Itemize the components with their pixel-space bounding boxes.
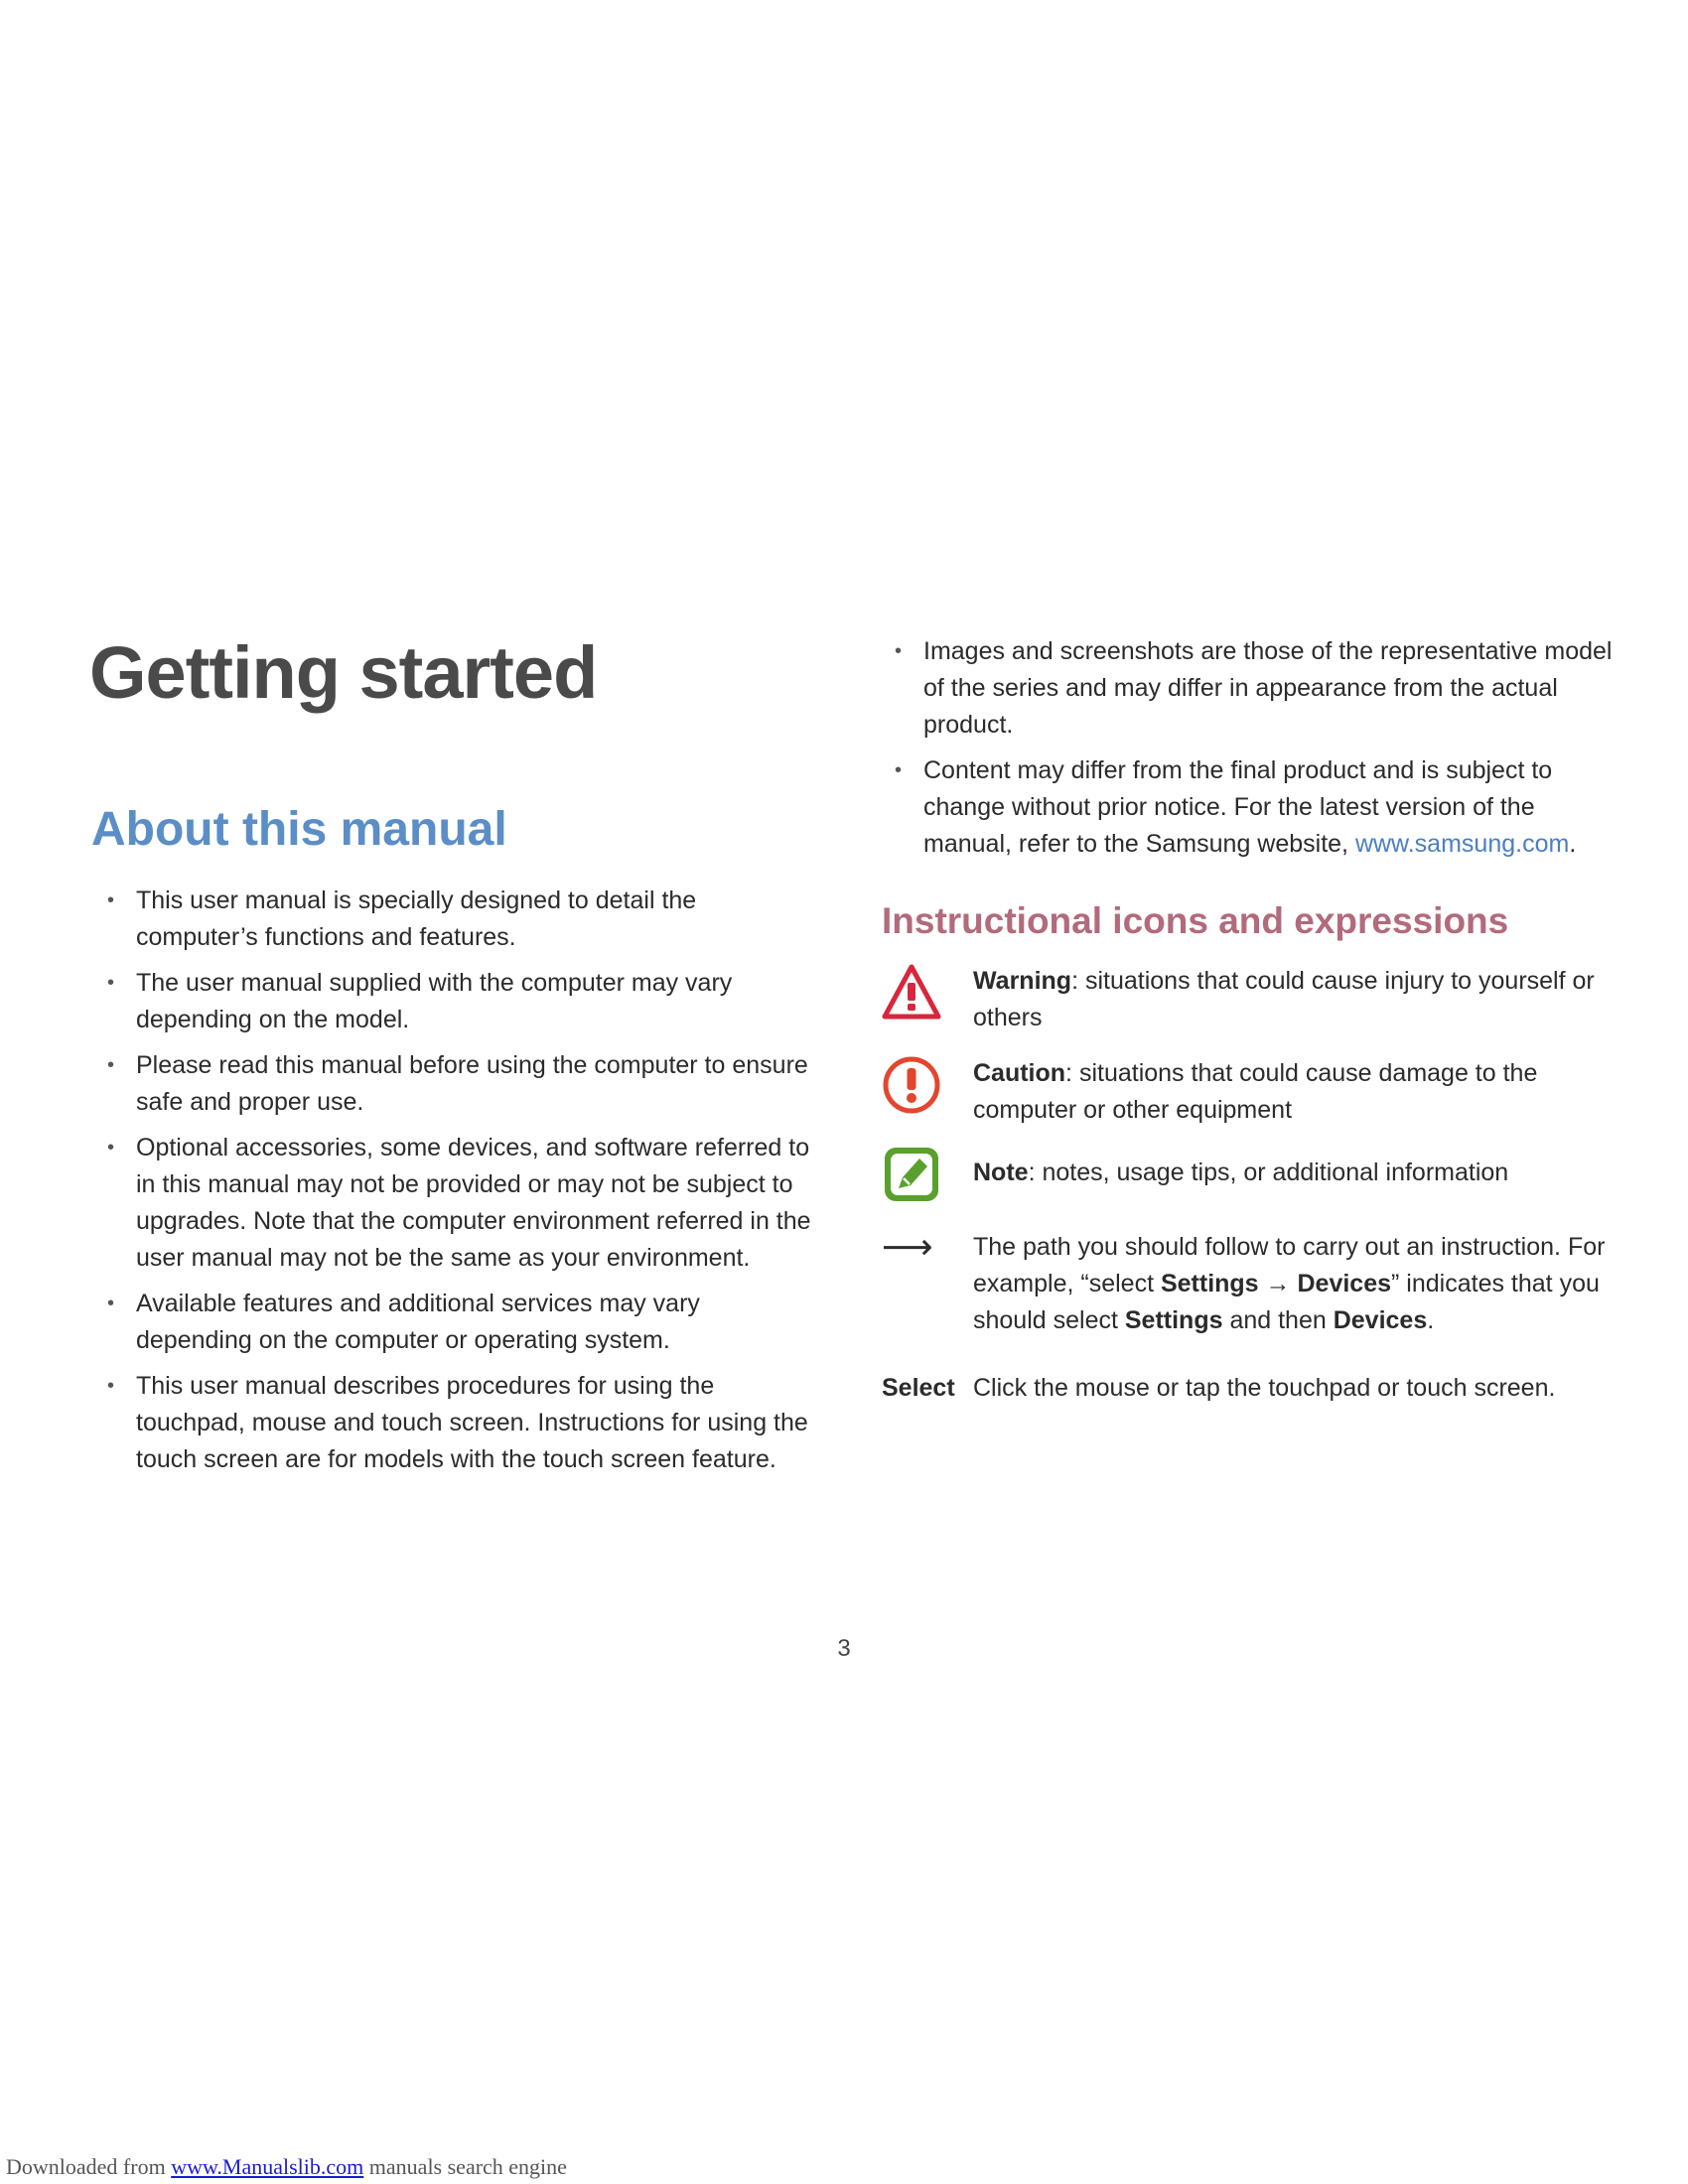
samsung-website-link[interactable]: www.samsung.com [1354, 830, 1570, 858]
list-item: • Images and screenshots are those of the representative model of the series and may differ in appearance from the actual product. [879, 633, 1614, 744]
section-title: About this manual [91, 803, 507, 856]
caution-row: Caution: situations that could cause damage to the computer or other equipment [882, 1055, 1617, 1135]
footer: Downloaded from www.Manualslib.com manuals search engine [6, 2154, 567, 2179]
list-item: • Available features and additional services may vary depending on the computer or operating system. [91, 1286, 816, 1359]
bullet-icon: • [107, 1137, 115, 1159]
bullet-icon: • [107, 1375, 115, 1397]
select-row [882, 1370, 1617, 1410]
select-term: Select [882, 1374, 955, 1402]
manualslib-link[interactable]: www.Manualslib.com [171, 2154, 364, 2179]
list-item: • Content may differ from the final product and is subject to change without prior notice. For the latest version of the manual, refer to the Samsung website, www.samsung.com. [879, 752, 1614, 863]
path-row: ⟶ The path you should follow to carry out an instruction. For example, “select Settings → Devices” indicates that you should select Settings and then Devices. [882, 1226, 1606, 1334]
about-manual-list-continued [879, 633, 1614, 872]
note-row: Note: notes, usage tips, or additional information [882, 1155, 1617, 1224]
bullet-icon: • [107, 972, 115, 994]
bullet-icon: • [107, 1293, 115, 1314]
list-item: • Please read this manual before using the computer to ensure safe and proper use. [91, 1047, 816, 1121]
warning-row: Warning: situations that could cause injury to yourself or others [882, 963, 1617, 1042]
list-item: • This user manual describes procedures for using the touchpad, mouse and touch screen. Instructions for using the touch screen are for models with the touch screen feature. [91, 1368, 816, 1478]
bullet-icon: • [107, 889, 115, 911]
about-manual-list [91, 883, 816, 1487]
note-pencil-icon [882, 1145, 941, 1204]
warning-triangle-icon [882, 963, 941, 1023]
arrow-right-icon: ⟶ [882, 1226, 933, 1267]
bullet-icon: • [895, 759, 903, 781]
bullet-icon: • [895, 640, 903, 662]
instructional-icons-title: Instructional icons and expressions [882, 900, 1509, 941]
list-item: • Optional accessories, some devices, and software referred to in this manual may not be provided or may not be subject to upgrades. Note that the computer environment referred in the user manual may not be the same as your environment. [91, 1130, 816, 1277]
list-item: • This user manual is specially designed to detail the computer’s functions and features. [91, 883, 816, 956]
page-title: Getting started [89, 631, 598, 714]
bullet-icon: • [107, 1054, 115, 1076]
select-description: Click the mouse or tap the touchpad or touch screen. [973, 1374, 1556, 1402]
page-number: 3 [837, 1635, 851, 1662]
list-item: • The user manual supplied with the computer may vary depending on the model. [91, 965, 816, 1038]
caution-circle-icon [882, 1055, 941, 1115]
